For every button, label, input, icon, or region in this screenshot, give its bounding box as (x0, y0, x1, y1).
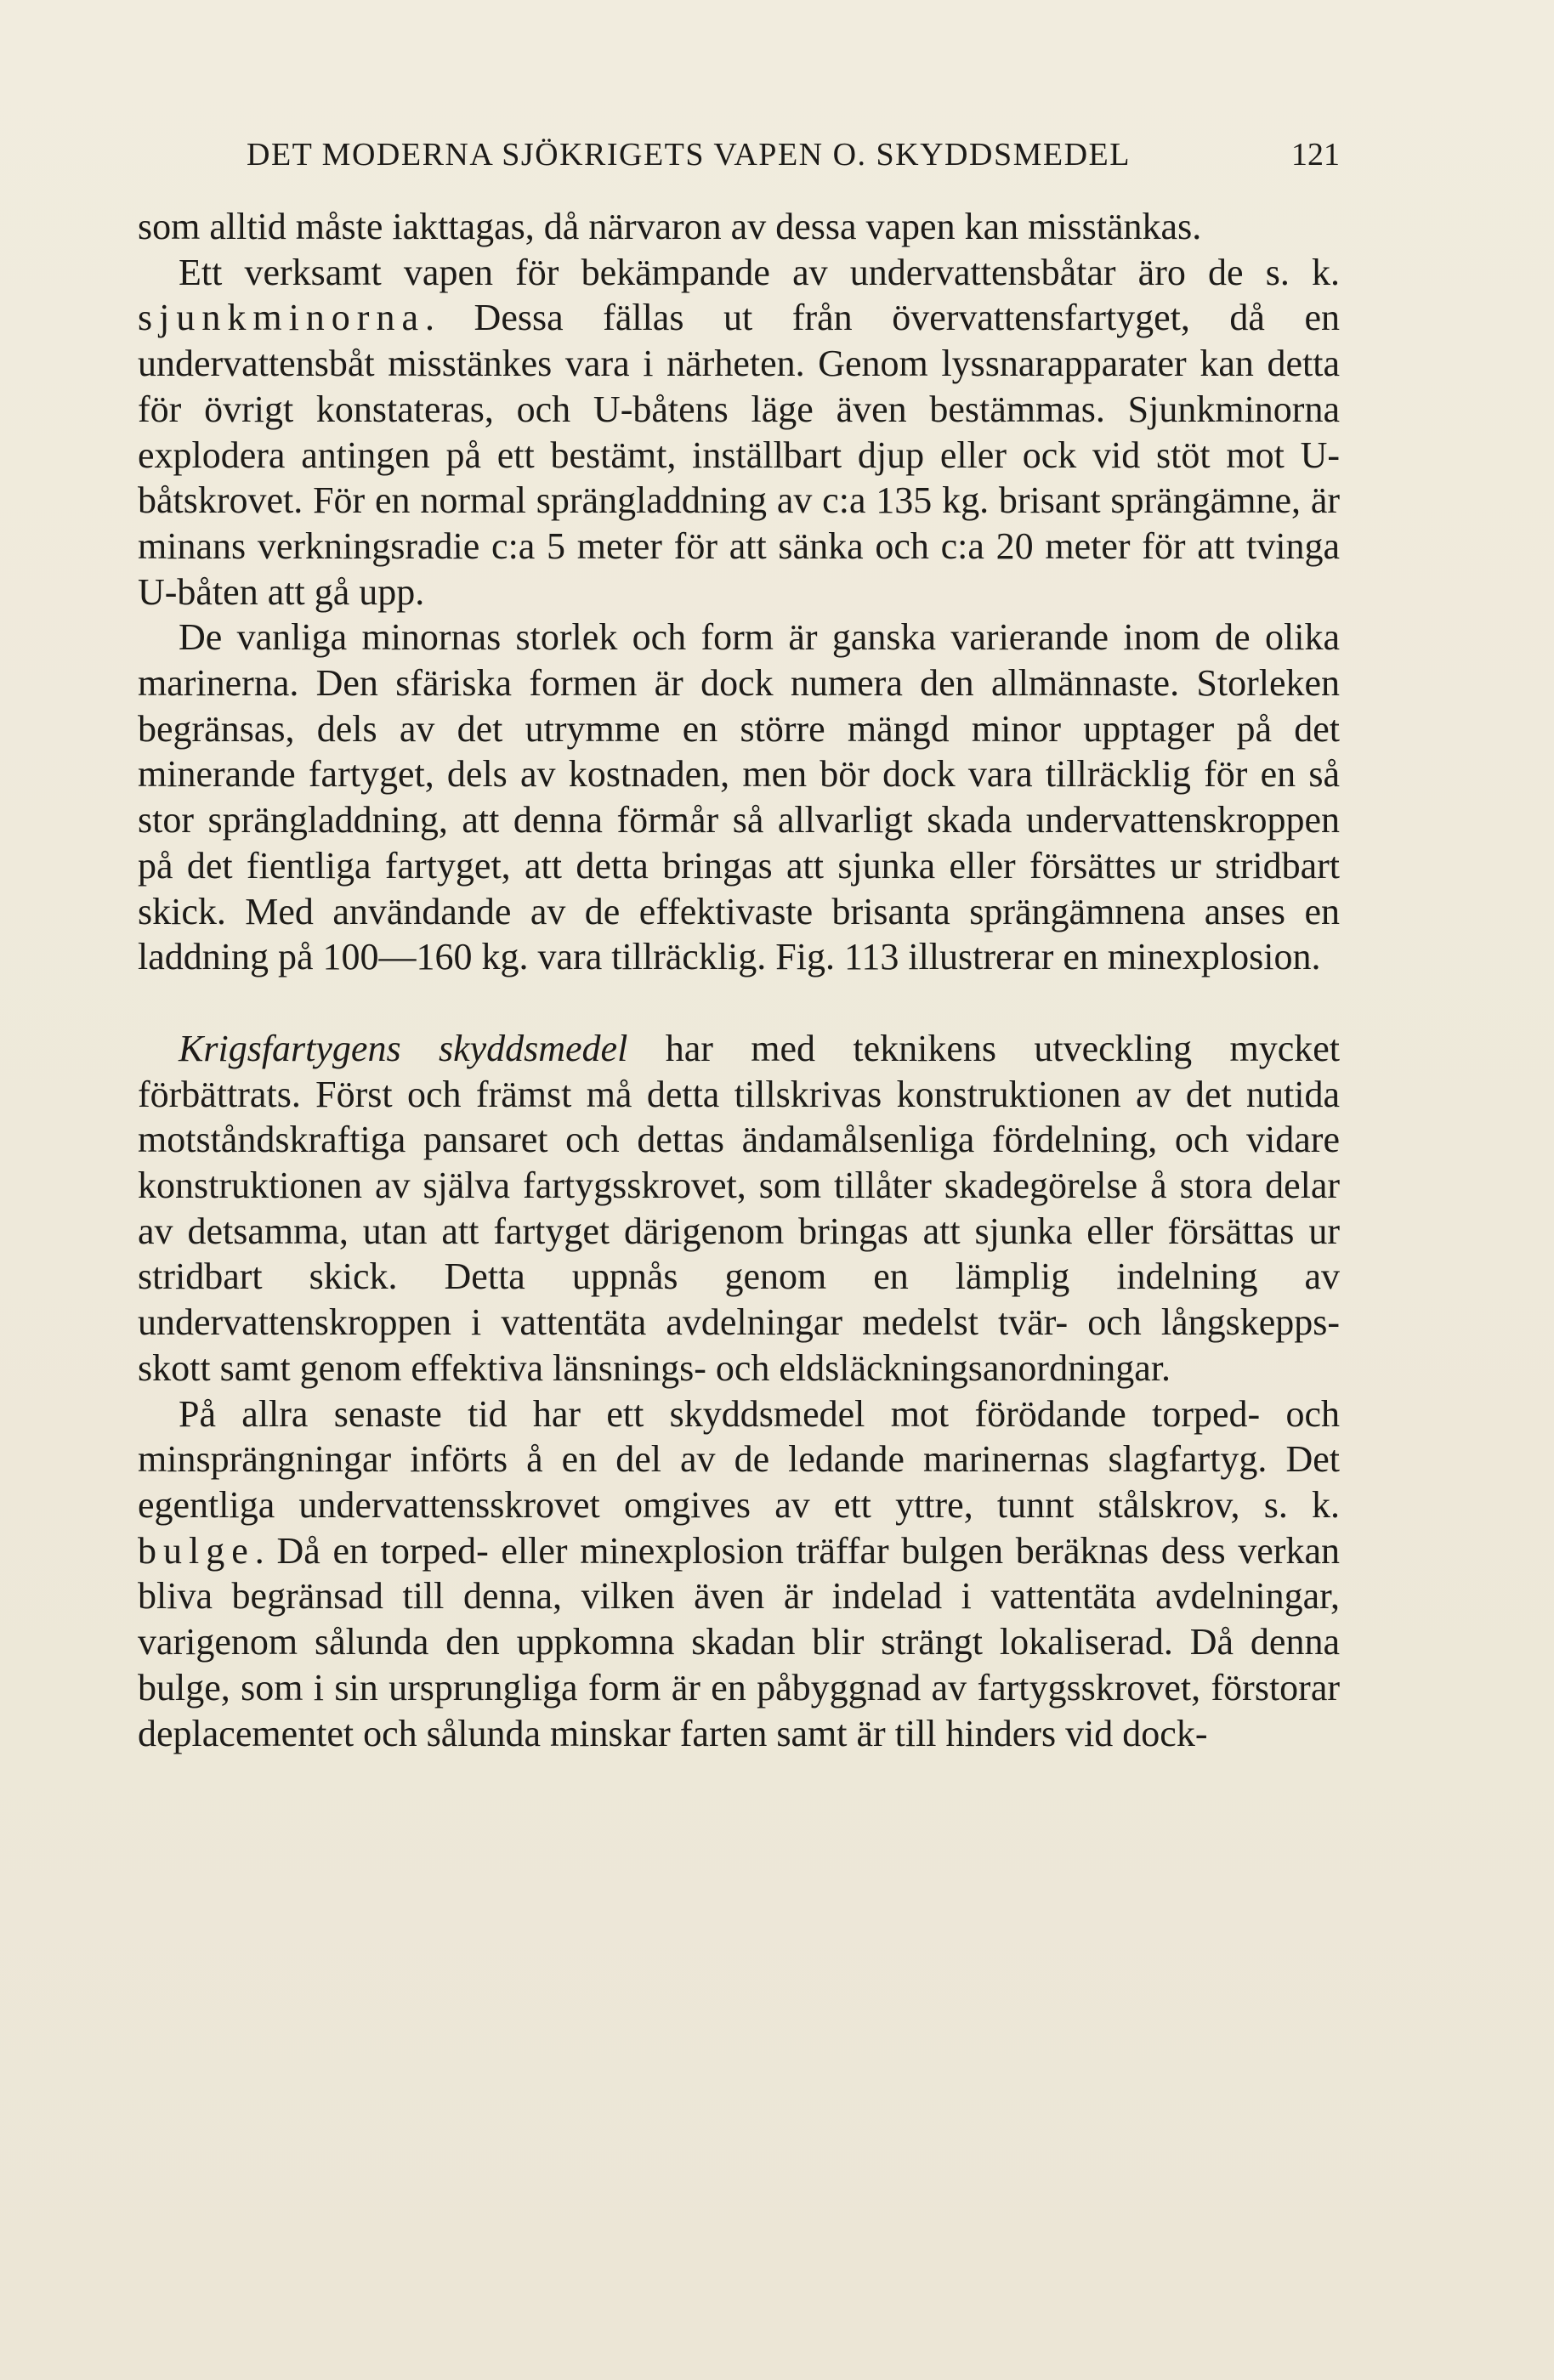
section-heading: Krigsfartygens skyddsmedel (179, 1027, 628, 1069)
running-header (247, 136, 1340, 173)
header-title: DET MODERNA SJÖKRIGETS VAPEN O. SKYDDSMEDEL (247, 137, 1131, 173)
page-number: 121 (1291, 137, 1340, 173)
paragraph: Krigsfartygens skyddsmedel har med teknikens utveckling mycket förbättrats. Först och främst må detta tillskrivas konstruktionen av det nutida motståndskraftiga pansaret och dettas ändamålsenliga fördelning, och vidare konstruktionen av själva fartygsskrovet, som tillåter skadegörelse å stora delar av detsamma, utan att fartyget därigenom bringas att sjunka eller försättas ur stridbart skick. Detta uppnås genom en lämplig indelning av undervattenskroppen i vattentäta avdelningar medelst tvär- och långskepps-skott samt genom effektiva länsnings- och eldsläckningsanordningar. (138, 1027, 1340, 1389)
body-text (138, 204, 1340, 1756)
paragraph: som alltid måste iakttagas, då närvaron av dessa vapen kan misstänkas. (138, 206, 1202, 247)
paragraph: På allra senaste tid har ett skyddsmedel mot förödande torped- och minsprängningar införts å en del av de ledande marinernas slagfartyg. Det egentliga undervattensskrovet omgives av ett yttre, tunnt stålskrov, s. k. bulge. Då en torped- eller minexplosion träffar bulgen beräknas dess verkan bliva begränsad till denna, vilken även är indelad i vattentäta avdelningar, varigenom sålunda den uppkomna skadan blir strängt lokaliserad. Då denna bulge, som i sin ursprungliga form är en påbyggnad av fartygsskrovet, förstorar deplacementet och sålunda minskar farten samt är till hinders vid dock- (138, 1392, 1340, 1754)
spaced-term: bulge (138, 1529, 255, 1572)
spaced-term: sjunkminorna (138, 297, 425, 339)
paragraph: De vanliga minornas storlek och form är ganska varierande inom de olika marinerna. Den sfäriska formen är dock numera den allmännaste. Storleken begränsas, dels av det utrymme en större mängd minor upptager på det minerande fartyget, dels av kostnaden, men bör dock vara tillräcklig för en så stor sprängladdning, att denna förmår så allvarligt skada undervattenskroppen på det fientliga fartyget, att detta bringas att sjunka eller försättes ur stridbart skick. Med användande av de effektivaste brisanta sprängämnena anses en laddning på 100—160 kg. vara tillräcklig. Fig. 113 illustrerar en minexplosion. (138, 616, 1340, 978)
paragraph: Ett verksamt vapen för bekämpande av undervattensbåtar äro de s. k. sjunkminorna. Dessa fällas ut från övervattensfartyget, då en undervattensbåt misstänkes vara i närheten. Genom lyssnarapparater kan detta för övrigt konstateras, och U-båtens läge även bestämmas. Sjunkminorna explodera antingen på ett bestämt, inställbart djup eller ock vid stöt mot U-båtskrovet. För en normal sprängladdning av c:a 135 kg. brisant sprängämne, är minans verkningsradie c:a 5 meter för att sänka och c:a 20 meter för att tvinga U-båten att gå upp. (138, 251, 1340, 613)
